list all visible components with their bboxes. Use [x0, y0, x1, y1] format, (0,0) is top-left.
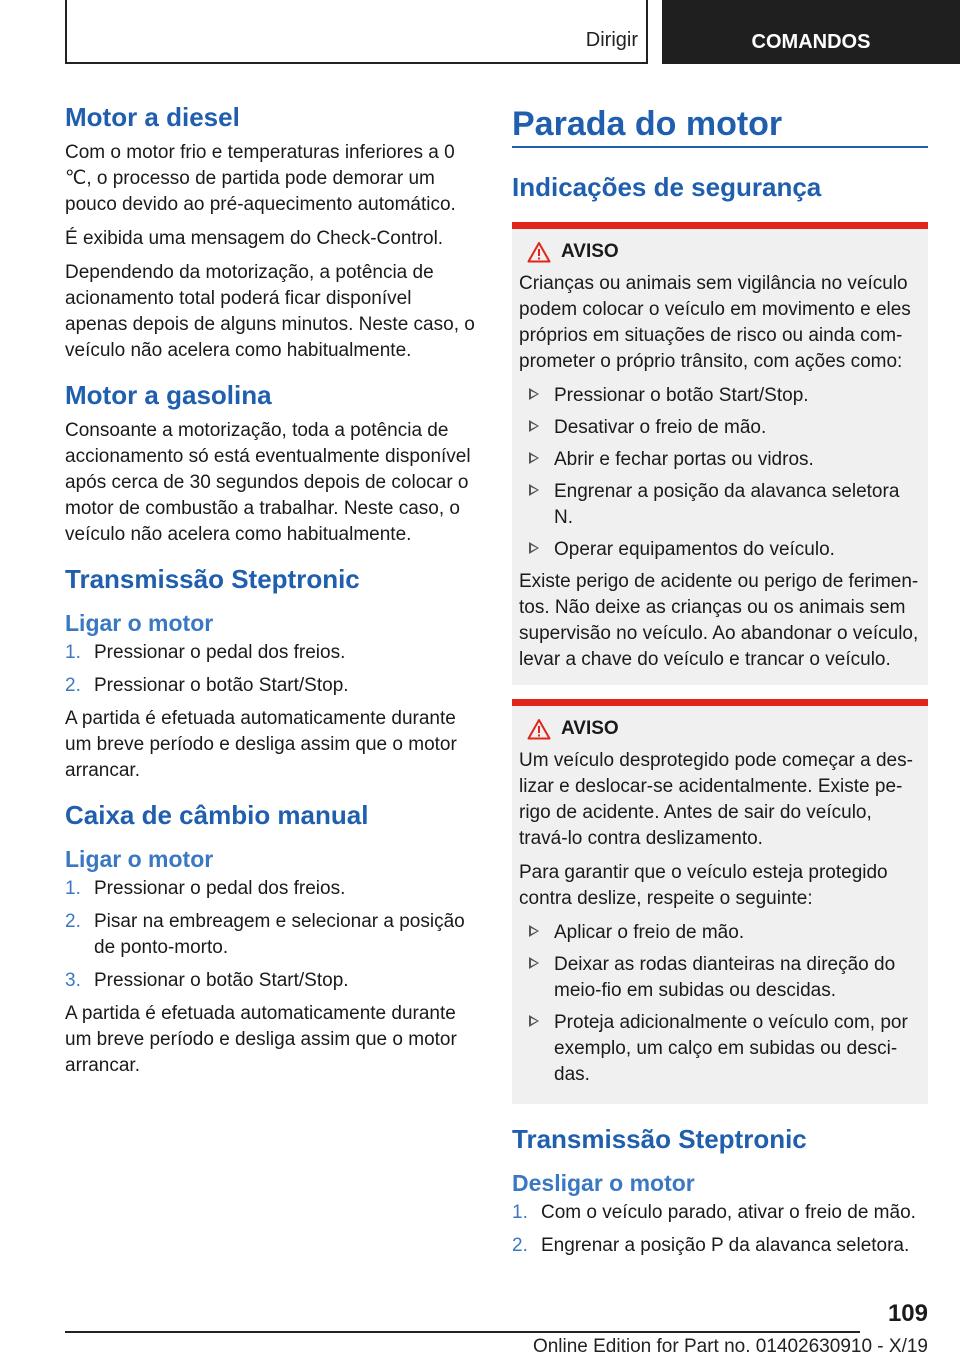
list-item	[519, 920, 921, 946]
right-column	[512, 102, 928, 1266]
paragraph: A partida é efetuada automaticamente durante um breve período e desliga assim que o motor arrancar.	[65, 708, 457, 781]
steps-list	[65, 640, 477, 699]
paragraph: Com o motor frio e temperaturas inferiores a 0 ℃, o processo de partida pode demorar um pouco devido ao pré-aquecimento automático.	[65, 142, 456, 215]
list-item	[519, 447, 921, 473]
header-chapter-tab: COMANDOS	[662, 0, 960, 64]
list-item	[65, 968, 477, 994]
bullet-text: Aplicar o freio de mão.	[554, 922, 745, 943]
steps-list	[512, 1200, 928, 1259]
bullet-text: Operar equipamentos do veículo.	[554, 539, 835, 560]
heading-manual-gearbox: Caixa de câmbio manual	[65, 800, 369, 830]
list-item	[519, 383, 921, 409]
footer-divider	[65, 1331, 860, 1333]
list-item	[519, 479, 921, 531]
subheading-start-engine: Ligar o motor	[65, 846, 214, 872]
warning-triangle-icon	[527, 718, 551, 740]
step-text: Pressionar o botão Start/Stop.	[94, 970, 349, 991]
bullet-triangle-icon	[529, 484, 539, 496]
heading-gasoline: Motor a gasolina	[65, 380, 272, 410]
bullet-text: Desativar o freio de mão.	[554, 417, 767, 438]
step-number: 1.	[65, 642, 81, 663]
bullet-triangle-icon	[529, 452, 539, 464]
list-item	[519, 537, 921, 563]
warning-header	[527, 241, 921, 263]
list-item	[65, 640, 477, 666]
step-text: Com o veículo parado, ativar o freio de mão.	[541, 1202, 916, 1223]
steps-list	[65, 876, 477, 994]
step-number: 3.	[65, 970, 81, 991]
list-item	[519, 952, 921, 1004]
bullet-text: Abrir e fechar portas ou vidros.	[554, 449, 814, 470]
step-number: 2.	[65, 911, 81, 932]
bullet-list	[519, 383, 921, 563]
warning-header	[527, 718, 921, 740]
list-item	[65, 876, 477, 902]
paragraph: Um veículo desprotegido pode começar a deslizar e deslocar-se acidentalmente. Existe perigo de acidente. Antes de sair do veículo, travá-lo contra deslizamento.	[519, 750, 913, 849]
header-section-label: Dirigir	[585, 29, 638, 51]
bullet-triangle-icon	[529, 1015, 539, 1027]
warning-label: AVISO	[561, 718, 619, 739]
step-number: 1.	[512, 1202, 528, 1223]
subheading-stop-engine: Desligar o motor	[512, 1170, 695, 1196]
paragraph: Dependendo da motorização, a potência de acionamento total poderá ficar disponível apenas depois de alguns minutos. Neste caso, o veículo não acelera como habitualmente.	[65, 262, 475, 361]
list-item	[65, 673, 477, 699]
warning-box	[512, 222, 928, 685]
warning-label: AVISO	[561, 241, 619, 262]
step-text: Pressionar o pedal dos freios.	[94, 642, 346, 663]
step-number: 1.	[65, 878, 81, 899]
warning-triangle-icon	[527, 241, 551, 263]
bullet-text: Pressionar o botão Start/Stop.	[554, 385, 809, 406]
bullet-triangle-icon	[529, 420, 539, 432]
step-text: Pressionar o botão Start/Stop.	[94, 675, 349, 696]
bullet-triangle-icon	[529, 388, 539, 400]
bullet-text: Engrenar a posição da alavanca seletora N.	[554, 481, 900, 528]
left-column	[65, 100, 477, 1087]
paragraph: É exibida uma mensagem do Check-Control.	[65, 228, 444, 249]
list-item	[512, 1200, 928, 1226]
bullet-triangle-icon	[529, 957, 539, 969]
paragraph: Existe perigo de acidente ou perigo de ferimentos. Não deixe as crianças ou os animais sem supervisão no veículo. Ao abandonar o veículo, levar a chave do veículo e trancar o veículo.	[519, 571, 919, 670]
step-text: Pisar na embreagem e selecionar a posição de ponto-morto.	[94, 911, 465, 958]
bullet-text: Deixar as rodas dianteiras na direção do meio-fio em subidas ou descidas.	[554, 954, 896, 1001]
bullet-text: Proteja adicionalmente o veículo com, por exemplo, um calço em subidas ou descidas.	[554, 1012, 908, 1085]
heading-steptronic: Transmissão Steptronic	[65, 564, 360, 594]
bullet-list	[519, 920, 921, 1088]
list-item	[512, 1233, 928, 1259]
paragraph: Crianças ou animais sem vigilância no veículo podem colocar o veículo em movimento e eles próprios em situações de risco ou ainda comprometer o próprio trânsito, com ações como:	[519, 273, 911, 372]
paragraph: A partida é efetuada automaticamente durante um breve período e desliga assim que o motor arrancar.	[65, 1003, 457, 1076]
step-text: Engrenar a posição P da alavanca seletora.	[541, 1235, 910, 1256]
list-item	[65, 909, 477, 961]
bullet-triangle-icon	[529, 542, 539, 554]
step-text: Pressionar o pedal dos freios.	[94, 878, 346, 899]
step-number: 2.	[512, 1235, 528, 1256]
step-number: 2.	[65, 675, 81, 696]
header-section-box	[65, 0, 648, 64]
heading-safety-notes: Indicações de segurança	[512, 172, 822, 202]
paragraph: Para garantir que o veículo esteja protegido contra deslize, respeite o seguinte:	[519, 862, 888, 909]
list-item	[519, 415, 921, 441]
list-item	[519, 1010, 921, 1088]
footer-edition: Online Edition for Part no. 01402630910 - X/19	[532, 1336, 928, 1357]
bullet-triangle-icon	[529, 925, 539, 937]
paragraph: Consoante a motorização, toda a potência de accionamento só está eventualmente disponível após cerca de 30 segundos depois de colocar o motor de combustão a trabalhar. Neste caso, o veículo não acelera como habitualmente.	[65, 420, 471, 545]
heading-diesel: Motor a diesel	[65, 102, 240, 132]
page-number: 109	[887, 1300, 928, 1327]
heading-steptronic: Transmissão Steptronic	[512, 1124, 807, 1154]
heading-engine-stop: Parada do motor	[512, 102, 928, 148]
subheading-start-engine: Ligar o motor	[65, 610, 214, 636]
warning-box	[512, 699, 928, 1104]
